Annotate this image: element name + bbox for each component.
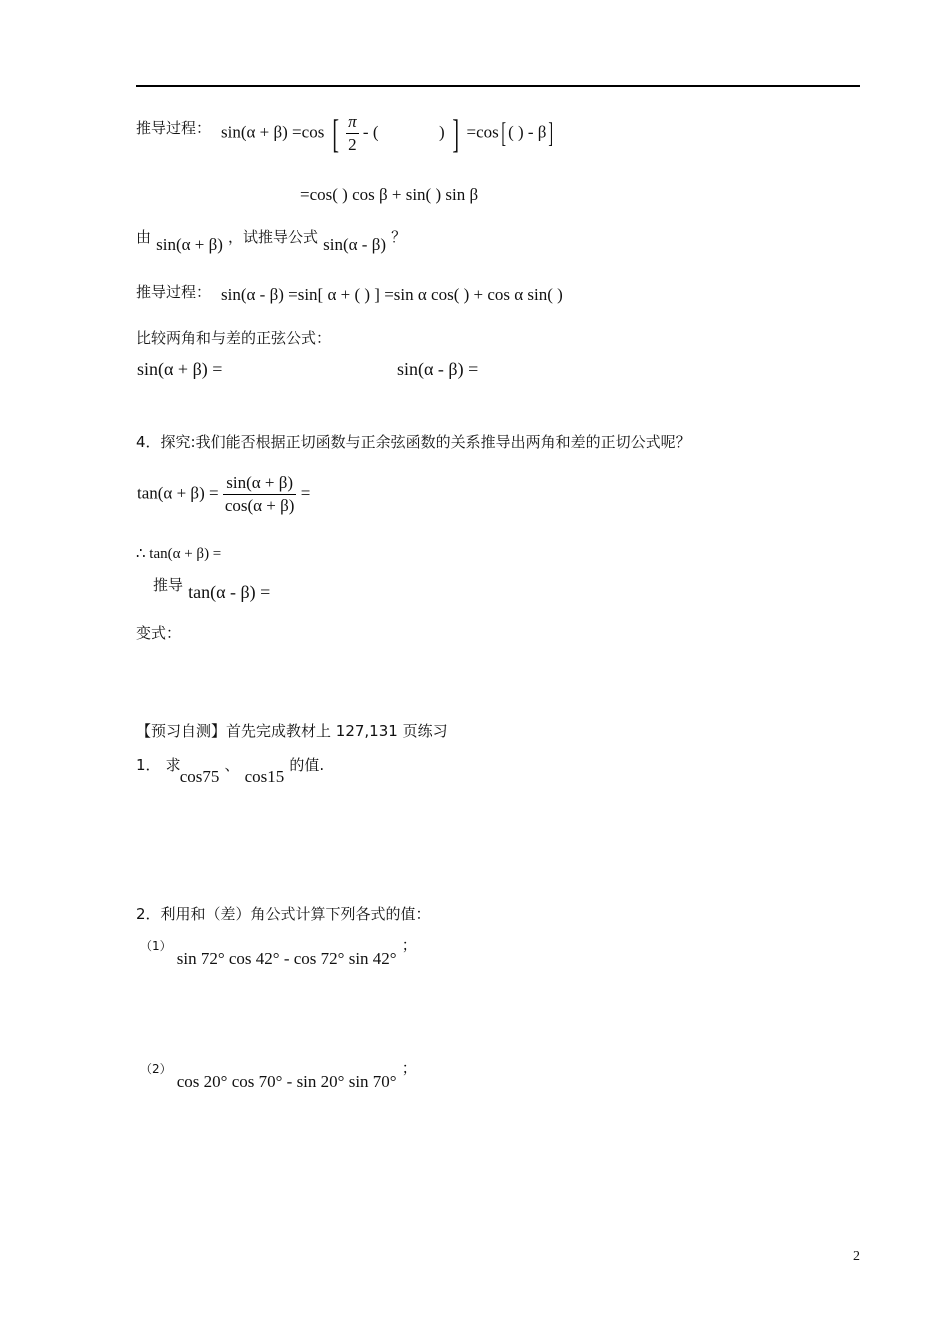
pi-over-two xyxy=(346,111,359,156)
q1-expr2: cos15 xyxy=(244,767,285,786)
derive-line-1-mid-close: ) xyxy=(439,122,445,142)
derive-from-expr2: sin(α - β) xyxy=(323,235,387,254)
derive-from-row xyxy=(136,226,407,254)
derive-from-expr1: sin(α + β) xyxy=(156,235,223,254)
derive2-expr: sin(α - β) =sin[ α + ( ) ] =sin α cos( ) + cos α sin( ) xyxy=(221,285,563,304)
q2-2-expr: cos 20° cos 70° - sin 20° sin 70° xyxy=(176,1072,397,1091)
derive-line-1-inner: ( ) - β xyxy=(508,122,547,142)
q2-2-end: ； xyxy=(401,1059,417,1077)
pi-denominator: 2 xyxy=(348,135,357,154)
header-rule xyxy=(136,85,860,87)
q1-row xyxy=(136,754,325,786)
explore-text: 4．探究:我们能否根据正切函数与正余弦函数的关系推导出两角和差的正切公式呢？ xyxy=(136,433,691,451)
derive-tan-expr: tan(α - β) = xyxy=(188,582,271,602)
derive-label-2: 推导过程： xyxy=(136,283,212,301)
left-bracket-2: [ xyxy=(501,117,506,149)
q2-1-end: ； xyxy=(401,936,417,954)
q2-text: 2．利用和（差）角公式计算下列各式的值： xyxy=(136,905,431,923)
q1-suffix: 的值. xyxy=(289,756,325,774)
tan-denominator: cos(α + β) xyxy=(224,496,295,515)
tan-lhs: tan(α + β) = xyxy=(137,483,219,503)
right-bracket: ] xyxy=(452,111,459,156)
derive-line-2: =cos( ) cos β + sin( ) sin β xyxy=(300,185,479,204)
compare-right: sin(α - β) = xyxy=(397,359,479,379)
tan-fraction xyxy=(223,472,297,517)
derive-line-1 xyxy=(221,110,556,157)
derive-label-1: 推导过程： xyxy=(136,119,212,137)
page-number: 2 xyxy=(853,1249,860,1264)
variant-label: 变式： xyxy=(136,624,182,642)
tan-formula xyxy=(137,472,310,517)
compare-left: sin(α + β) = xyxy=(137,359,223,379)
derive-line-1-eq2: =cos xyxy=(466,122,499,142)
q2-2-label: （2） xyxy=(140,1062,172,1076)
derive-line-1-lhs: sin(α + β) =cos xyxy=(221,122,325,142)
q2-1-label: （1） xyxy=(140,939,172,953)
pi-numerator: π xyxy=(346,111,359,134)
derive-from-prefix: 由 xyxy=(136,228,152,246)
q1-prefix: 求 xyxy=(165,756,181,774)
therefore-line: ∴ tan(α + β) = xyxy=(136,546,222,562)
derive-tan-label: 推导 xyxy=(153,576,184,594)
left-bracket: [ xyxy=(331,111,339,156)
derive-from-middle: ，试推导公式 xyxy=(228,228,319,246)
right-bracket-2: ] xyxy=(548,117,554,149)
q2-1-row xyxy=(140,934,417,968)
q1-num: 1． xyxy=(136,756,161,774)
q1-sep: 、 xyxy=(224,756,240,774)
tan-numerator: sin(α + β) xyxy=(223,472,297,495)
q2-2-row xyxy=(140,1057,417,1091)
q2-1-expr: sin 72° cos 42° - cos 72° sin 42° xyxy=(176,949,397,968)
compare-label: 比较两角和与差的正弦公式： xyxy=(136,329,332,347)
derive-line-1-mid: - ( xyxy=(362,122,379,142)
tan-eq: = xyxy=(300,483,311,503)
preview-heading: 【预习自测】首先完成教材上 127,131 页练习 xyxy=(136,722,448,740)
derive-from-suffix: ？ xyxy=(391,228,407,246)
derive-tan-row xyxy=(153,574,271,602)
q1-expr1: cos75 xyxy=(179,767,220,786)
